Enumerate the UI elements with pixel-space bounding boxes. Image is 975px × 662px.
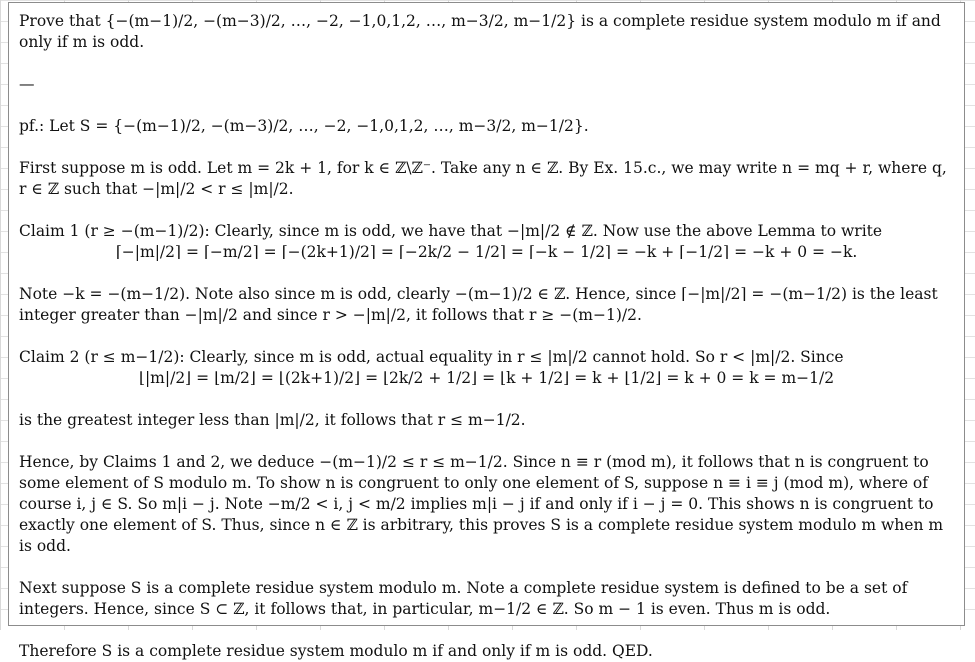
part1-setup: First suppose m is odd. Let m = 2k + 1, for k ∈ ℤ\ℤ⁻. Take any n ∈ ℤ. By Ex. 15.c., we may write n = mq + r, where q, r ∈ ℤ such that −|m|/2 < r ≤ |m|/2. — [19, 159, 947, 198]
separator-line: — — [19, 75, 35, 93]
final-conclusion: Therefore S is a complete residue system modulo m if and only if m is odd. QED. — [19, 642, 653, 660]
claim1-heading: Claim 1 (r ≥ −(m−1)/2): Clearly, since m is odd, we have that −|m|/2 ∉ ℤ. Now use the above Lemma to write — [19, 222, 883, 240]
claim2-tail: is the greatest integer less than |m|/2, it follows that r ≤ m−1/2. — [19, 411, 526, 429]
proof-intro: pf.: Let S = {−(m−1)/2, −(m−3)/2, …, −2, −1,0,1,2, …, m−3/2, m−1/2}. — [19, 117, 589, 135]
part2-converse: Next suppose S is a complete residue system modulo m. Note a complete residue system is defined to be a set of integers. Hence, since S ⊂ ℤ, it follows that, in particular, m−1/2 ∈ ℤ. So m − 1 is even. Thus m is odd. — [19, 579, 908, 618]
claim2-heading: Claim 2 (r ≤ m−1/2): Clearly, since m is odd, actual equality in r ≤ |m|/2 cannot hold. So r < |m|/2. Since — [19, 348, 844, 366]
problem-statement: Prove that {−(m−1)/2, −(m−3)/2, …, −2, −1,0,1,2, …, m−3/2, m−1/2} is a complete residue system modulo m if and only if m is odd. — [19, 12, 941, 51]
claim1-tail: Note −k = −(m−1/2). Note also since m is odd, clearly −(m−1)/2 ∈ ℤ. Hence, since ⌈−|m|/2⌉ = −(m−1/2) is the least integer greater than −|m|/2 and since r > −|m|/2, it follows that r ≥ −(m−1)/2. — [19, 285, 938, 324]
claim1-equation: ⌈−|m|/2⌉ = ⌈−m/2⌉ = ⌈−(2k+1)/2⌉ = ⌈−2k/2 − 1/2⌉ = ⌈−k − 1/2⌉ = −k + ⌈−1/2⌉ = −k + 0 = −k. — [115, 243, 858, 261]
part1-conclusion: Hence, by Claims 1 and 2, we deduce −(m−1)/2 ≤ r ≤ m−1/2. Since n ≡ r (mod m), it follows that n is congruent to some element of S modulo m. To show n is congruent to only one element of S, suppose n ≡ i ≡ j (mod m), where of course i, j ∈ S. So m|i − j. Note −m/2 < i, j < m/2 implies m|i − j if and only if i − j = 0. This shows n is congruent to exactly one element of S. Thus, since n ∈ ℤ is arbitrary, this proves S is a complete residue system modulo m when m is odd. — [19, 453, 944, 555]
text-cell[interactable] — [8, 2, 965, 660]
claim2-equation: ⌊|m|/2⌋ = ⌊m/2⌋ = ⌊(2k+1)/2⌋ = ⌊2k/2 + 1/2⌋ = ⌊k + 1/2⌋ = k + ⌊1/2⌋ = k + 0 = k = m−1/2 — [138, 369, 835, 387]
